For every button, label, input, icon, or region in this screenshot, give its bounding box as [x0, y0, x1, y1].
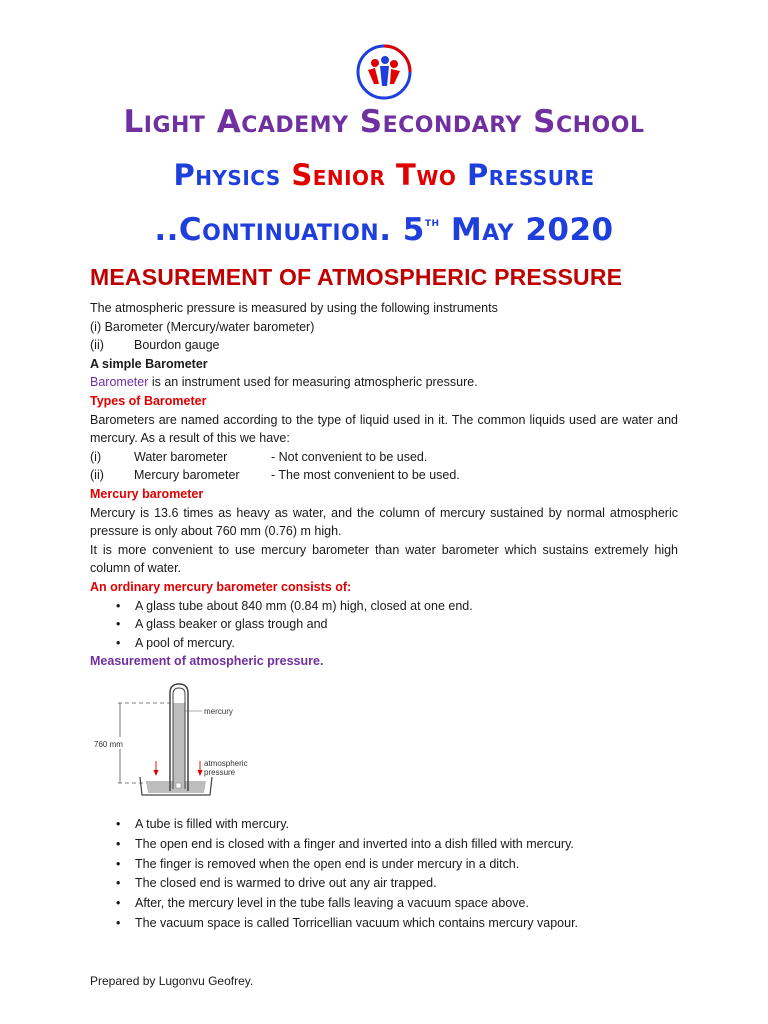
- instrument-item: [90, 318, 678, 337]
- subject-title: [0, 158, 768, 192]
- consists-list: [90, 597, 678, 653]
- intro-text: The atmospheric pressure is measured by using the following instruments: [90, 301, 498, 315]
- type-item: [90, 466, 678, 485]
- lesson-date-pre: ..Continuation. 5: [154, 212, 425, 248]
- instrument-num: (i): [90, 319, 102, 334]
- types-heading: Types of Barometer: [90, 393, 207, 408]
- instrument-num: (ii): [90, 338, 104, 353]
- list-item: • The finger is removed when the open end is under mercury in a ditch.: [90, 855, 678, 875]
- mercury-label: mercury: [204, 707, 233, 716]
- list-item: • A tube is filled with mercury.: [90, 815, 678, 835]
- instrument-text: Bourdon gauge: [134, 338, 220, 353]
- pressure-label-line-1: atmospheric: [204, 759, 248, 768]
- procedure-list: [90, 815, 678, 934]
- list-item: • A glass beaker or glass trough and: [90, 615, 678, 634]
- list-item: • A pool of mercury.: [90, 634, 678, 653]
- measurement-heading: Measurement of atmospheric pressure.: [90, 654, 324, 669]
- definition-rest: is an instrument used for measuring atmospheric pressure.: [148, 375, 478, 390]
- definition-term: Barometer: [90, 375, 149, 390]
- type-num: (i): [90, 449, 102, 464]
- footer-author: Prepared by Lugonvu Geofrey.: [90, 974, 254, 988]
- list-item: • The closed end is warmed to drive out any air trapped.: [90, 874, 678, 894]
- school-name: Light Academy Secondary School: [123, 104, 645, 140]
- pressure-label-line-2: pressure: [204, 768, 236, 777]
- mercury-paragraph-1: Mercury is 13.6 times as heavy as water, and the column of mercury sustained by normal atmospheric pressure is only about 760 mm (0.76) m high.: [90, 505, 678, 539]
- list-item: • The vacuum space is called Torricellian vacuum which contains mercury vapour.: [90, 914, 678, 934]
- type-num: (ii): [90, 468, 104, 483]
- list-item: • The open end is closed with a finger and inverted into a dish filled with mercury.: [90, 835, 678, 855]
- type-name: Mercury barometer: [134, 468, 240, 483]
- instrument-text: Barometer (Mercury/water barometer): [104, 319, 315, 334]
- mercury-heading: Mercury barometer: [90, 486, 204, 501]
- list-item: • After, the mercury level in the tube falls leaving a vacuum space above.: [90, 894, 678, 914]
- subject-title-post: Pressure: [456, 158, 595, 192]
- subject-title-class: Senior Two: [291, 158, 457, 192]
- list-item: • A glass tube about 840 mm (0.84 m) high, closed at one end.: [90, 597, 678, 616]
- body-text: [90, 299, 678, 671]
- barometer-diagram: [92, 681, 292, 806]
- section-heading: MEASUREMENT OF ATMOSPHERIC PRESSURE: [90, 264, 623, 290]
- height-label: 760 mm: [94, 740, 123, 749]
- lesson-date-post: May 2020: [439, 212, 614, 248]
- mercury-paragraph-2: It is more convenient to use mercury barometer than water barometer which sustains extremely high column of water.: [90, 542, 678, 576]
- lesson-date-sup: th: [424, 215, 440, 230]
- type-item: [90, 448, 678, 467]
- lesson-date: [0, 212, 768, 248]
- consists-heading: An ordinary mercury barometer consists of:: [90, 579, 352, 594]
- procedure-list-block: [90, 815, 678, 934]
- type-note: - Not convenient to be used.: [271, 449, 428, 464]
- subject-title-pre: Physics: [173, 158, 292, 192]
- barometer-definition: [90, 373, 678, 392]
- types-text: Barometers are named according to the type of liquid used in it. The common liquids used are water and mercury. As a result of this we have:: [90, 412, 678, 446]
- type-name: Water barometer: [134, 449, 228, 464]
- type-note: - The most convenient to be used.: [271, 468, 460, 483]
- school-logo: [356, 44, 412, 100]
- simple-barometer-heading: A simple Barometer: [90, 356, 208, 371]
- instrument-item: [90, 336, 678, 355]
